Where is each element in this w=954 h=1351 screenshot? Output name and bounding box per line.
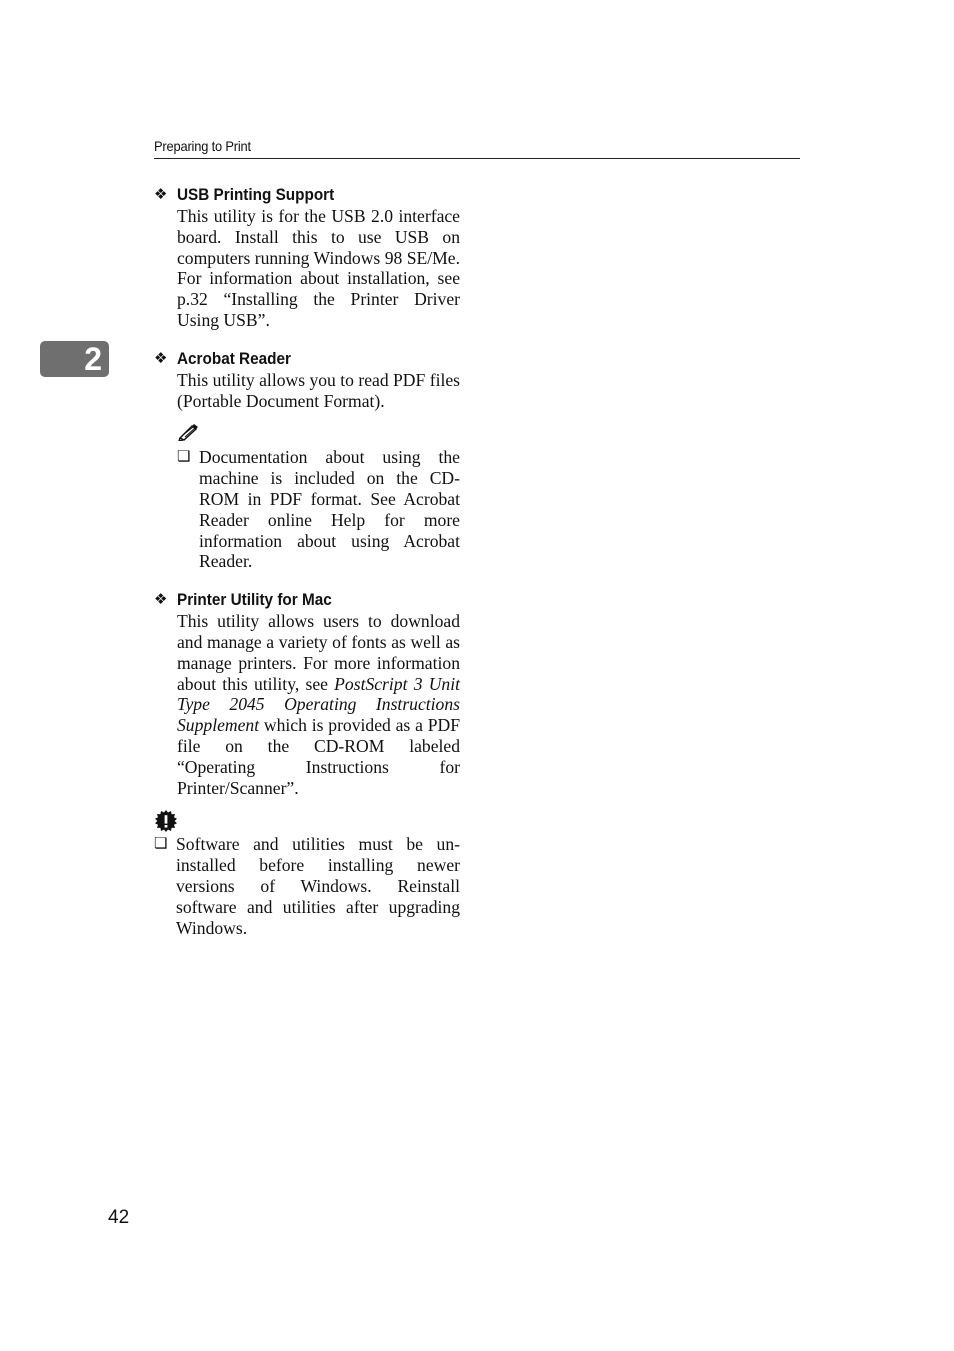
paragraph-text: This utility allows users to download and manage a variety of fonts as well as manage printers. For more information about this utility, see: [177, 611, 460, 694]
page-number: 42: [108, 1207, 130, 1228]
main-column: [154, 184, 460, 938]
manual-title: PostScript 3 Unit Type 2045 Operating Instructions Supplement: [177, 673, 460, 736]
running-title: Preparing to Print: [154, 138, 251, 154]
section-paragraph: This utility allows you to read PDF files (Portable Document Format).: [177, 369, 460, 411]
diamond-bullet-icon: ❖: [154, 591, 168, 609]
section-title: Acrobat Reader: [177, 348, 291, 368]
section-paragraph: This utility is for the USB 2.0 interface board. Install this to use USB on computers running Windows 98 SE/Me. For information about installation, see p.32 “Installing the Printer Driver Using USB”.: [177, 206, 460, 330]
note-pencil-icon: [177, 423, 460, 443]
running-header: [154, 138, 800, 159]
checkbox-icon: ❏: [177, 449, 191, 466]
important-item: [154, 834, 460, 938]
section-heading: [154, 589, 460, 611]
section-paragraph: [177, 611, 460, 798]
chapter-tab: 2: [40, 341, 109, 377]
note-item: [177, 447, 460, 572]
section-acrobat-reader: [154, 348, 460, 572]
section-printer-utility-mac: [154, 589, 460, 798]
paragraph-text: which is provided as a PDF file on the CD-ROM labeled “Operating Instructions for Printer/Scanner”.: [177, 715, 460, 798]
important-text: Software and utilities must be uninstalled before installing newer versions of Windows. Reinstall software and utilities after upgrading Windows.: [176, 834, 460, 938]
diamond-bullet-icon: ❖: [154, 349, 168, 367]
section-title: USB Printing Support: [177, 185, 335, 204]
section-heading: [154, 348, 460, 370]
section-heading: [154, 184, 460, 206]
diamond-bullet-icon: ❖: [154, 186, 168, 203]
section-usb-printing-support: [154, 184, 460, 331]
section-title: Printer Utility for Mac: [177, 590, 332, 610]
checkbox-icon: ❏: [154, 836, 168, 853]
important-icon: [154, 810, 460, 832]
note-text: Documentation about using the machine is included on the CD-ROM in PDF format. See Acrobat Reader online Help for more information about using Acrobat Reader.: [199, 447, 460, 572]
